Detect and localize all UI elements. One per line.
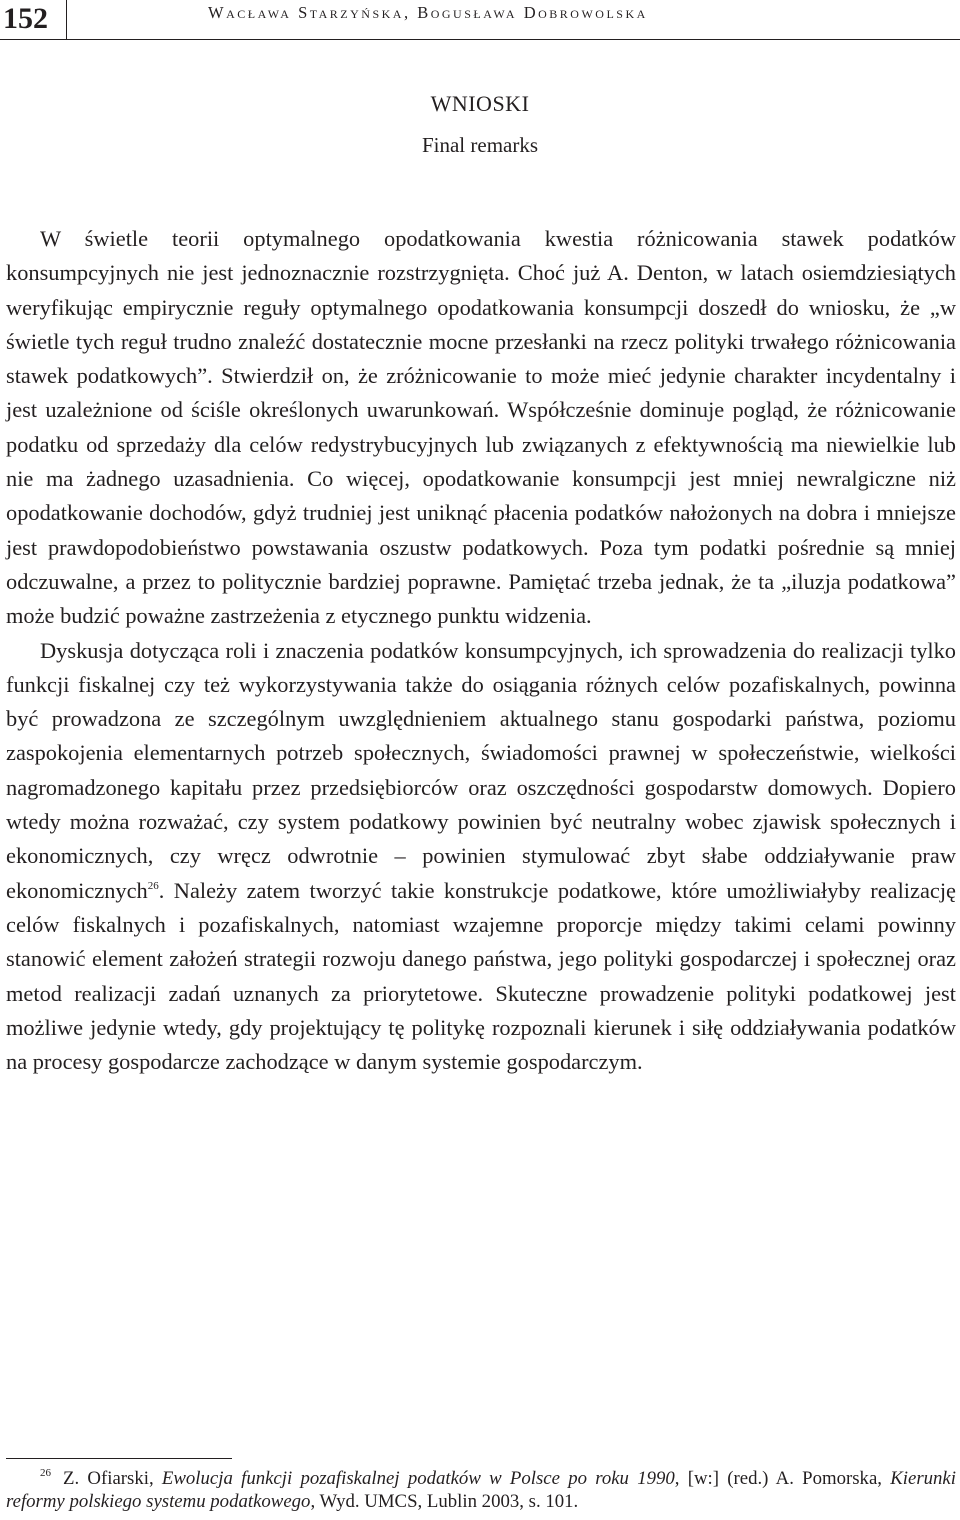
paragraph-2 [6, 634, 956, 1080]
footnote-reference[interactable]: 26 [147, 879, 159, 892]
footnote-title: Ewolucja funkcji pozafiskalnej podatków w Polsce po roku 1990 [161, 1468, 675, 1489]
section-subtitle: Final remarks [421, 133, 539, 157]
paragraph-1: W świetle teorii optymalnego opodatkowania kwestia różnicowania stawek podatków konsumpcyjnych nie jest jednoznacznie rozstrzygnięta. Choć już A. Denton, w latach osiemdziesiątych weryfikując empirycznie reguły optymalnego opodatkowania konsumpcji doszedł do wniosku, że „w świetle tych reguł trudno znaleźć dostatecznie mocne przesłanki na rzecz polityki trwałego różnicowania stawek podatkowych”. Stwierdził on, że zróżnicowanie to może mieć jedynie charakter incydentalny i jest uzależnione od ściśle określonych uwarunkowań. Współcześnie dominuje pogląd, że różnicowanie podatku od sprzedaży dla celów redystrybucyjnych lub związanych z efektywnością ma niewielkie lub nie ma żadnego uzasadnienia. Co więcej, opodatkowanie konsumpcji jest mniej newralgiczne niż opodatkowanie dochodów, gdyż trudniej jest uniknąć płacenia podatków nałożonych na dobra i mniejsze jest prawdopodobieństwo powstawania oszustw podatkowych. Poza tym podatki pośrednie są mniej odczuwalne, a przez to politycznie bardziej poprawne. Pamiętać trzeba jednak, że ta „iluzja podatkowa” może budzić poważne zastrzeżenia z etycznego punktu widzenia. [6, 226, 956, 629]
page-number: 152 [3, 2, 48, 35]
footnote-book-title: Kierunki reformy polskiego systemu podatkowego [6, 1468, 956, 1512]
footnote-number: 26 [40, 1467, 51, 1479]
header-rule [0, 39, 960, 40]
running-head: Wacława Starzyńska, Bogusława Dobrowolska [208, 3, 648, 22]
footnote-middle: , [w:] (red.) A. Pomorska, [674, 1468, 882, 1489]
paragraph-2-text-after: . Należy zatem tworzyć takie konstrukcje podatkowe, które umożliwiałyby realizację celów fiskalnych i pozafiskalnych, natomiast wzajemne proporcje między takimi celami powinny stanowić element założeń strategii rozwoju danego państwa, jego polityki gospodarczej i społecznej oraz metod realizacji zadań uznanych za priorytetowe. Skuteczne prowadzenie polityki podatkowej jest możliwe jedynie wtedy, gdy projektujący tę politykę rozpoznali kierunek i siłę oddziaływania podatków na procesy gospodarcze zachodzące w danym systemie gospodarczym. [6, 877, 956, 1075]
page-header [0, 0, 960, 40]
section-title: WNIOSKI [430, 91, 530, 116]
header-divider-vertical [66, 0, 67, 40]
body-text [6, 222, 956, 1079]
footnote [6, 1467, 956, 1513]
footnote-publisher: , Wyd. UMCS, Lublin 2003, s. 101. [310, 1491, 579, 1512]
footnote-author: Z. Ofiarski, [63, 1468, 154, 1489]
paragraph-2-text-before: Dyskusja dotycząca roli i znaczenia podatków konsumpcyjnych, ich sprowadzenia do realizacji tylko funkcji fiskalnej czy też wykorzystywania także do osiągania różnych celów pozafiskalnych, powinna być prowadzona ze szczególnym uwzględnieniem aktualnego stanu gospodarki państwa, poziomu zaspokojenia elementarnych potrzeb społecznych, świadomości prawnej w społeczeństwie, wielkości nagromadzonego kapitału przez przedsiębiorców oraz oszczędności gospodarstw domowych. Dopiero wtedy można rozważać, czy system podatkowy powinien być neutralny wobec zjawisk społecznych i ekonomicznych, czy wręcz odwrotnie – powinien stymulować zbyt słabe oddziaływanie praw ekonomicznych [6, 637, 956, 903]
footnote-rule [6, 1458, 232, 1459]
